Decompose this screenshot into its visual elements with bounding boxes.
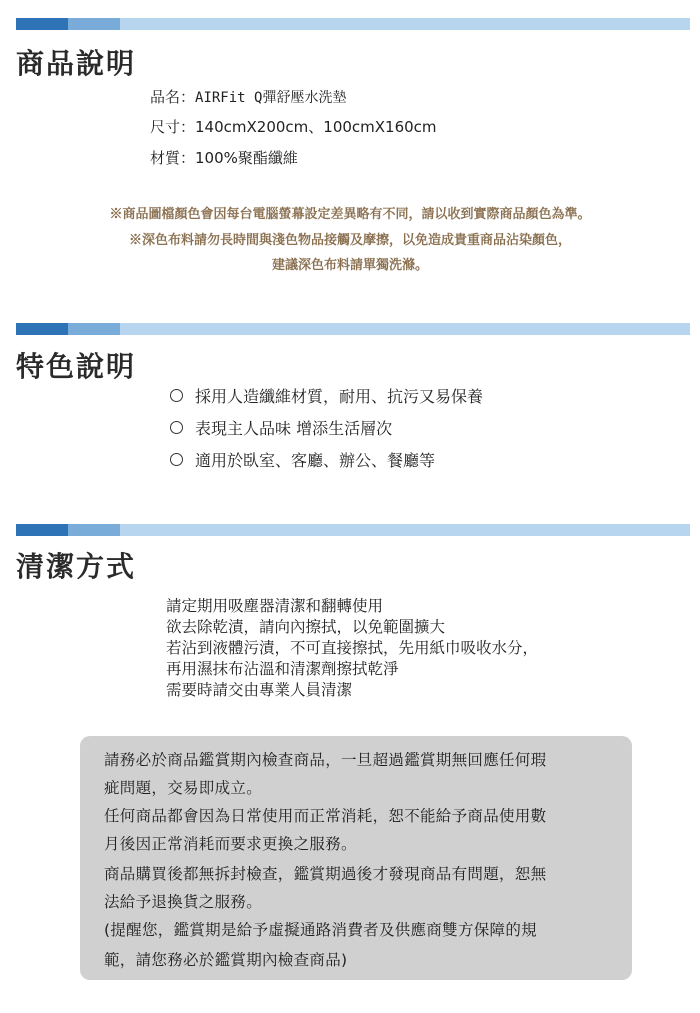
notice-box	[80, 736, 632, 980]
feature-text: 適用於臥室、客廳、辦公、餐廳等	[195, 451, 436, 470]
note-line: ※商品圖檔顏色會因每台電腦螢幕設定差異略有不同，請以收到實際商品顏色為準。	[109, 207, 591, 222]
notice-line: 請務必於商品鑑賞期內檢查商品，一旦超過鑑賞期無回應任何瑕	[104, 751, 547, 769]
section-title-features: 特色說明	[16, 350, 137, 383]
circle-bullet-icon	[170, 421, 183, 434]
notice-line: (提醒您，鑑賞期是給予虛擬通路消費者及供應商雙方保障的規	[104, 921, 537, 939]
section-divider-bar	[16, 524, 690, 536]
notice-line: 範，請您務必於鑑賞期內檢查商品)	[104, 951, 348, 969]
notice-line: 疵問題，交易即成立。	[104, 779, 263, 797]
spec-size-value: 140cmX200cm、100cmX160cm	[195, 118, 437, 136]
feature-item	[170, 416, 392, 439]
cleaning-line: 再用濕抹布沾溫和清潔劑擦拭乾淨	[166, 660, 399, 678]
spec-size-label: 尺寸：	[150, 118, 196, 136]
note-line: 建議深色布料請單獨洗滌。	[271, 258, 428, 273]
feature-item	[170, 448, 435, 471]
cleaning-line: 若沾到液體污漬，不可直接擦拭，先用紙巾吸收水分，	[166, 639, 539, 657]
section-divider-bar	[16, 323, 690, 335]
section-title-product: 商品說明	[16, 47, 137, 80]
cleaning-line: 欲去除乾漬，請向內擦拭，以免範圍擴大	[166, 618, 446, 636]
notice-line: 商品購買後都無拆封檢查，鑑賞期過後才發現商品有問題，恕無	[104, 865, 547, 883]
section-divider-bar	[16, 18, 690, 30]
section-title-cleaning: 清潔方式	[16, 550, 137, 583]
notice-line: 法給予退換貨之服務。	[104, 893, 263, 911]
cleaning-line: 需要時請交由專業人員清潔	[166, 681, 353, 699]
spec-name-line	[150, 86, 346, 107]
feature-text: 表現主人品味 增添生活層次	[195, 419, 393, 438]
notice-line: 任何商品都會因為日常使用而正常消耗，恕不能給予商品使用數	[104, 807, 547, 825]
note-line: ※深色布料請勿長時間與淺色物品接觸及摩擦，以免造成貴重商品沾染顏色，	[128, 233, 571, 248]
spec-name-label: 品名：	[150, 88, 196, 106]
circle-bullet-icon	[170, 389, 183, 402]
spec-size-line	[150, 116, 437, 137]
spec-material-label: 材質：	[150, 149, 196, 167]
notice-line: 月後因正常消耗而要求更換之服務。	[104, 835, 357, 853]
feature-item	[170, 384, 483, 407]
spec-material-value: 100%聚酯纖維	[195, 149, 298, 167]
cleaning-line: 請定期用吸塵器清潔和翻轉使用	[166, 597, 384, 615]
spec-name-value: AIRFit Q彈舒壓水洗墊	[195, 90, 347, 106]
feature-text: 採用人造纖維材質，耐用、抗污又易保養	[195, 387, 484, 406]
spec-material-line	[150, 147, 298, 168]
circle-bullet-icon	[170, 453, 183, 466]
